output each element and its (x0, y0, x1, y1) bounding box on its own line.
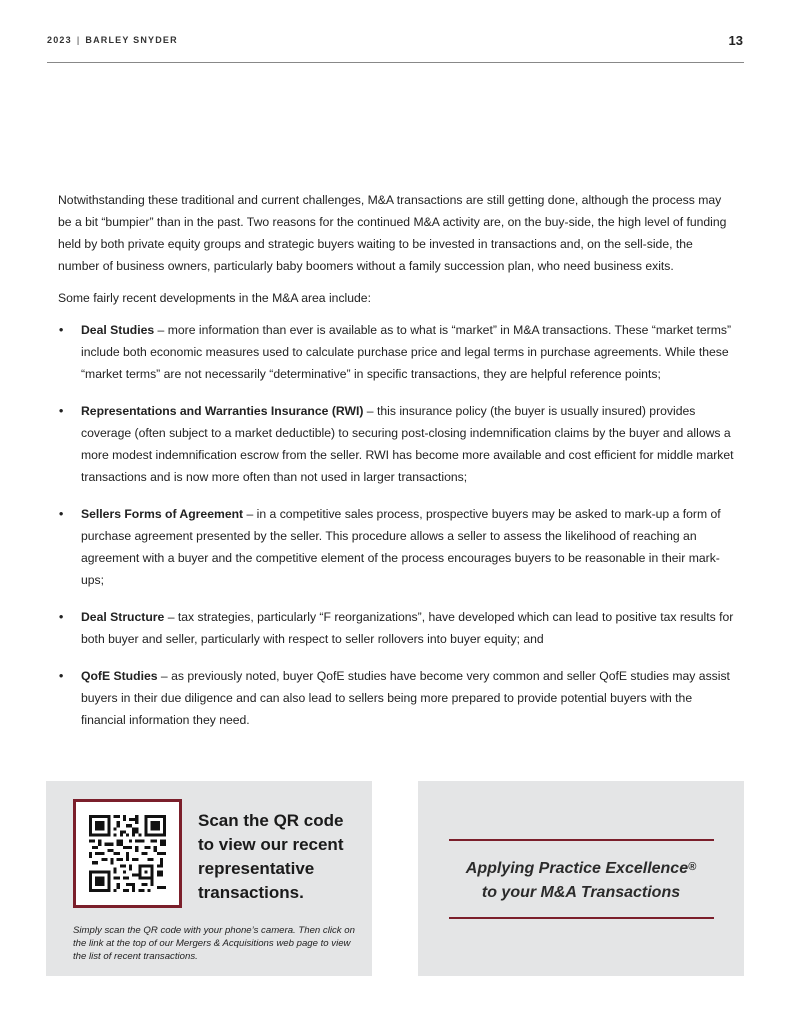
tagline-bottom-rule (449, 917, 714, 919)
list-item-term: Sellers Forms of Agreement (81, 507, 244, 521)
page-number: 13 (728, 33, 743, 48)
tagline-line-2: to your M&A Transactions (481, 884, 681, 901)
bullet-icon: • (59, 669, 64, 683)
list-item-term: Deal Studies (81, 323, 155, 337)
list-item-rwi (58, 400, 736, 488)
list-item-text: – tax strategies, particularly “F reorganizations”, have developed which can lead to positive tax results for both buyer and seller, particularly with respect to seller rollovers into buyer equity; and (81, 610, 734, 646)
qr-code-frame[interactable] (73, 799, 182, 908)
qr-panel-note: Simply scan the QR code with your phone’s camera. Then click on the link at the top of our Mergers & Acquisitions web page to view the list of recent transactions. (73, 925, 355, 962)
list-item-deal-structure (58, 606, 736, 650)
list-item-term: Representations and Warranties Insurance (RWI) (81, 404, 364, 418)
main-content (58, 189, 736, 746)
list-item-qofe-studies (58, 665, 736, 731)
qr-panel-title: Scan the QR code to view our recent representative transactions. (198, 811, 344, 902)
tagline-line-1: Applying Practice Excellence (465, 860, 689, 877)
tagline-text (438, 857, 724, 905)
bullet-icon: • (59, 404, 64, 418)
list-lead-in: Some fairly recent developments in the M&A area include: (58, 291, 371, 305)
bullet-icon: • (59, 610, 64, 624)
header-divider (47, 62, 744, 63)
list-item-text: – this insurance policy (the buyer is usually insured) provides coverage (often subject to a market deductible) to securing post-closing indemnification claims by the buyer and allows a more modest indemnification escrow from the seller. RWI has become more available and cost efficient for middle market transactions and is now more often than not used in larger transactions; (81, 404, 734, 484)
qr-code-panel (46, 781, 372, 976)
running-header (47, 35, 178, 45)
developments-list (58, 319, 736, 731)
list-item-term: QofE Studies (81, 669, 158, 683)
qr-code-icon[interactable] (89, 815, 166, 892)
list-item-text: – in a competitive sales process, prospective buyers may be asked to mark-up a form of purchase agreement presented by the seller. This procedure allows a seller to assess the likelihood of reaching an agreement with a buyer and the competitive element of the process encourages buyers to be reasonable in their mark-ups; (81, 507, 721, 587)
header-year: 2023 (47, 35, 72, 45)
list-item-deal-studies (58, 319, 736, 385)
list-item-text: – more information than ever is available as to what is “market” in M&A transactions. These “market terms” include both economic measures used to calculate purchase price and legal terms in purchase agreements. While these “market terms” are not necessarily “determinative” in specific transactions, they are helpful reference points; (81, 323, 732, 381)
registered-mark: ® (688, 861, 697, 873)
list-item-term: Deal Structure (81, 610, 165, 624)
header-separator: | (76, 35, 81, 45)
bullet-icon: • (59, 507, 64, 521)
list-item-sellers-forms (58, 503, 736, 591)
tagline-panel (418, 781, 744, 976)
tagline-top-rule (449, 839, 714, 841)
intro-paragraph: Notwithstanding these traditional and current challenges, M&A transactions are still getting done, although the process may be a bit “bumpier” than in the past. Two reasons for the continued M&A activity are, on the buy-side, the high level of funding held by both private equity groups and strategic buyers waiting to be invested in transactions and, on the sell-side, the number of business owners, particularly baby boomers without a family succession plan, who need business exits. (58, 193, 727, 273)
header-firm-name: BARLEY SNYDER (85, 35, 178, 45)
bullet-icon: • (59, 323, 64, 337)
list-item-text: – as previously noted, buyer QofE studies have become very common and seller QofE studies may assist buyers in their due diligence and can also lead to sellers being more prepared to provide potential buyers with the financial information they need. (81, 669, 730, 727)
